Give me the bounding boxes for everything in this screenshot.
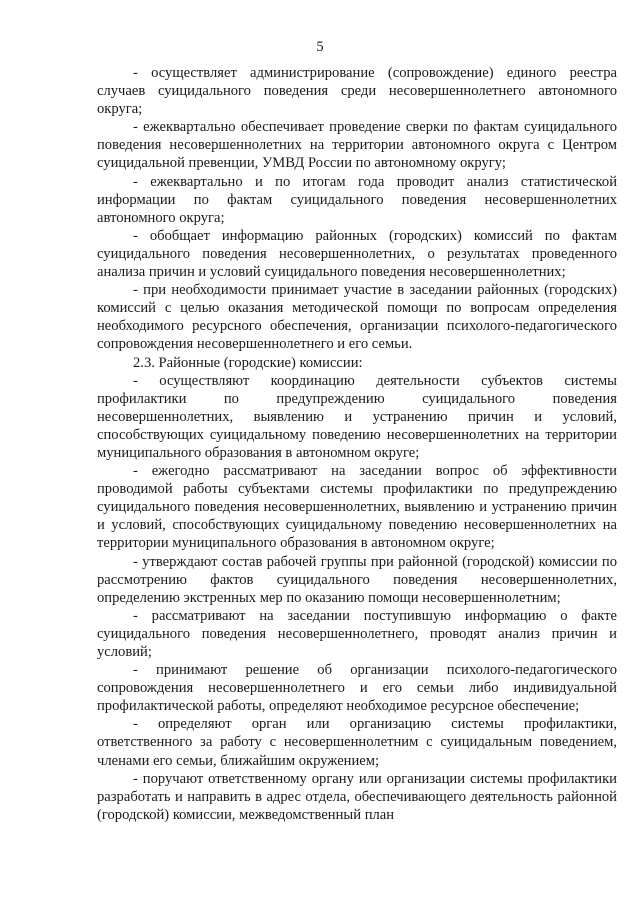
paragraph-responsible-body: - определяют орган или организацию системы профилактики, ответственного за работу с несовершеннолетним с суицидальным поведением, членами его семьи, ближайшим окружением; [97, 716, 617, 769]
paragraph-coordination: - осуществляют координацию деятельности субъектов системы профилактики по предупреждению суицидального поведения несовершеннолетних, выявлению и устранению причин и условий, способствующих суицидальному поведению несовершеннолетних на территории муниципального образования в автономном округе; [97, 372, 617, 461]
page-number: 5 [316, 39, 324, 55]
paragraph-instruct-plan: - поручают ответственному органу или организации системы профилактики разработать и направить в адрес отдела, обеспечивающего деятельность районной (городской) комиссии, межведомственный план [97, 770, 617, 823]
paragraph-working-group: - утверждают состав рабочей группы при районной (городской) комиссии по рассмотрению фактов суицидального поведения несовершеннолетних, определению экстренных мер по оказанию помощи несовершеннолетним; [97, 553, 617, 606]
paragraph-methodical-help: - при необходимости принимает участие в заседании районных (городских) комиссий с целью оказания методической помощи по вопросам определения необходимого ресурсного обеспечения, организации психолого-педагогического сопровождения несовершеннолетнего и его семьи. [97, 282, 617, 353]
paragraph-support-decision: - принимают решение об организации психолого-педагогического сопровождения несовершеннолетнего и его семьи либо индивидуальной профилактической работы, определяют необходимое ресурсное обеспечение; [97, 662, 617, 715]
paragraph-annual-review: - ежегодно рассматривают на заседании вопрос об эффективности проводимой работы субъектами системы профилактики по предупреждению суицидального поведения несовершеннолетних, выявлению и устранению причин и условий, способствующих суицидальному поведению несовершеннолетних на территории муниципального образования в автономном округе; [97, 463, 617, 552]
paragraph-registry: - осуществляет администрирование (сопровождение) единого реестра случаев суицидального поведения среди несовершеннолетнего автономного округа; [97, 65, 617, 118]
paragraph-statistics-analysis: - ежеквартально и по итогам года проводит анализ статистической информации по фактам суицидального поведения несовершеннолетних автономного округа; [97, 173, 617, 226]
document-body [97, 64, 617, 824]
section-heading-2-3: 2.3. Районные (городские) комиссии: [133, 354, 363, 371]
paragraph-quarterly-reconciliation: - ежеквартально обеспечивает проведение сверки по фактам суицидального поведения несовершеннолетних на территории автономного округа с Центром суицидальной превенции, УМВД России по автономному округу; [97, 119, 617, 172]
paragraph-summarize-info: - обобщает информацию районных (городских) комиссий по фактам суицидального поведения несовершеннолетних, о результатах проведенного анализа причин и условий суицидального поведения несовершеннолетних; [97, 227, 617, 281]
paragraph-review-info: - рассматривают на заседании поступившую информацию о факте суицидального поведения несовершеннолетнего, проводят анализ причин и условий; [97, 607, 617, 660]
